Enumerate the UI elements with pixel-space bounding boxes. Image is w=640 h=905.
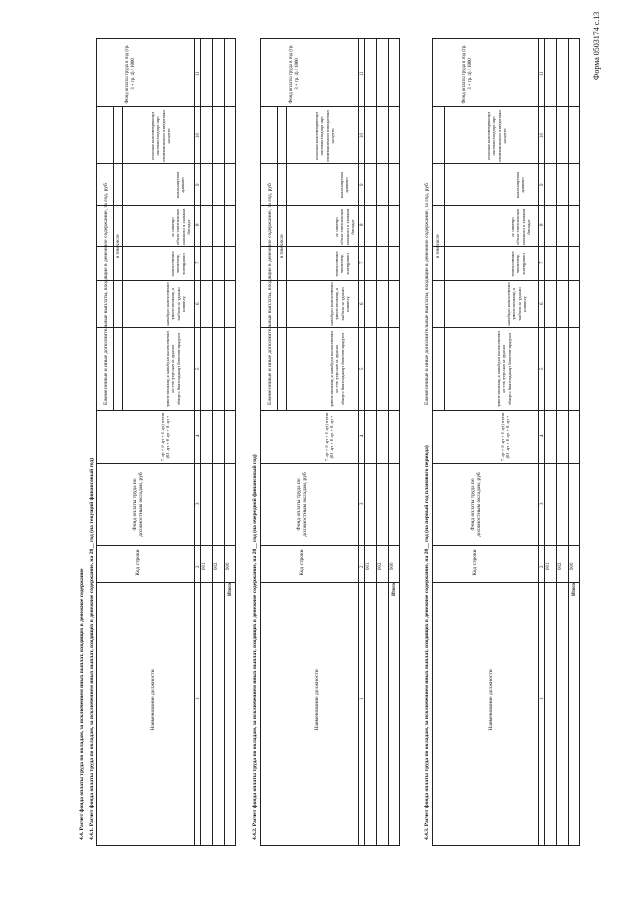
- col-total-1: всего (гр. 5 + гр. 6 + гр. 7 + гр. 8 + гр. 9 + гр. 10): [160, 412, 171, 462]
- col-position-1: Наименование должности: [150, 669, 156, 731]
- col-num-1-2: 2: [196, 565, 201, 568]
- row-code-3-2: 002: [558, 562, 563, 570]
- col-num-2-8: 8: [360, 223, 365, 226]
- col-num-3-3: 3: [540, 502, 545, 505]
- col-num-1-5: 5: [196, 367, 201, 370]
- col-num-1-11: 11: [196, 71, 201, 76]
- in-that-number-2: в том числе: [280, 234, 285, 258]
- col-fund-1: Фонд оплаты труда по должностным окладам, руб: [132, 472, 145, 537]
- col-num-3-9: 9: [540, 183, 545, 186]
- header-group-3: Ежемесячные и иные дополнительные выплаты, входящие в денежное содержание, за год, руб: [424, 183, 430, 405]
- col-c7-3: ежемесячное денежное поощрение: [510, 251, 526, 277]
- col-c5-2: ежемесячная надбавка к должностному окладу за выслугу лет на государственной гражданской службе: [329, 331, 345, 407]
- col-num-1-7: 7: [196, 261, 201, 264]
- col-num-1-10: 10: [196, 133, 201, 138]
- col-total-3: всего (гр. 5 + гр. 6 + гр. 7 + гр. 8 + гр. 9 + гр. 10): [500, 412, 511, 462]
- col-num-1-4: 4: [196, 434, 201, 437]
- col-num-3-2: 2: [540, 565, 545, 568]
- total-label-2: Итого: [392, 583, 397, 596]
- col-c8-1: премии за выполнение особо важных и сложных заданий: [170, 208, 192, 246]
- col-c11-2: Фонд оплаты труда в год (гр. 3 + гр. 4) / 1000: [289, 44, 300, 104]
- block-3-title: 4.4.3. Расчет фонда оплаты труда по окладам, за исключением иных выплат, входящих в денежное содержание, на 20__ год (на первый год планового периода): [424, 445, 430, 840]
- block-2-title: 4.4.2. Расчет фонда оплаты труда по окладам, за исключением иных выплат, входящих в денежное содержание, на 20__ год (на очередной финансовый год): [252, 454, 258, 840]
- col-c6-1: ежемесячная надбавка к должностному окладу за особые условия: [165, 282, 187, 326]
- row-code-1-2: 002: [214, 562, 219, 570]
- col-num-2-7: 7: [360, 261, 365, 264]
- in-that-number-1: в том числе: [116, 234, 121, 258]
- col-c10-1: единовременная выплата при предоставлении ежегодного оплачиваемого отпуска: [150, 110, 172, 162]
- row-code-2-2: 002: [378, 562, 383, 570]
- row-code-2-1: 001: [366, 562, 371, 570]
- col-fund-3: Фонд оплаты труда по должностным окладам, руб: [470, 472, 483, 537]
- col-num-3-8: 8: [540, 223, 545, 226]
- col-c11-3: Фонд оплаты труда в год (гр. 3 + гр. 4) / 1000: [462, 44, 473, 104]
- col-num-3-5: 5: [540, 367, 545, 370]
- col-c8-3: премии за выполнение особо важных и сложных заданий: [510, 208, 532, 246]
- col-num-2-1: 1: [360, 697, 365, 700]
- form-code: Форма 0503174 с.13: [592, 11, 601, 80]
- col-num-2-10: 10: [360, 133, 365, 138]
- col-num-2-3: 3: [360, 502, 365, 505]
- col-fund-2: Фонд оплаты труда по должностным окладам, руб: [296, 472, 309, 537]
- col-c11-1: Фонд оплаты труда в год (гр. 3 + гр. 4) / 1000: [125, 44, 136, 104]
- section-title: 4.4. Расчет фонда оплаты труда по окладам, за исключением иных выплат, входящих в денежное содержание: [79, 568, 85, 840]
- col-c5-1: ежемесячная надбавка к должностному окладу за выслугу лет на государственной гражданской службе: [165, 331, 181, 407]
- col-num-2-9: 9: [360, 183, 365, 186]
- col-num-1-9: 9: [196, 183, 201, 186]
- col-num-3-10: 10: [540, 133, 545, 138]
- col-c9-3: материальная помощь: [515, 171, 526, 199]
- col-c7-1: ежемесячное денежное поощрение: [170, 251, 186, 277]
- col-c6-3: ежемесячная надбавка к должностному окладу за особые условия: [506, 282, 528, 326]
- row-code-3-3: 900: [570, 562, 575, 570]
- col-num-2-4: 4: [360, 434, 365, 437]
- col-num-2-6: 6: [360, 302, 365, 305]
- col-num-3-6: 6: [540, 302, 545, 305]
- col-c9-2: материальная помощь: [339, 171, 350, 199]
- col-c8-2: премии за выполнение особо важных и сложных заданий: [334, 208, 356, 246]
- col-num-3-11: 11: [540, 71, 545, 76]
- col-c10-3: единовременная выплата при предоставлении ежегодного оплачиваемого отпуска: [486, 110, 508, 162]
- col-c10-2: единовременная выплата при предоставлении ежегодного оплачиваемого отпуска: [314, 110, 336, 162]
- col-num-2-5: 5: [360, 367, 365, 370]
- col-num-1-6: 6: [196, 302, 201, 305]
- total-label-1: Итого: [228, 583, 233, 596]
- col-num-3-7: 7: [540, 261, 545, 264]
- header-group-1: Ежемесячные и иные дополнительные выплаты, входящие в денежное содержание, за год, руб: [103, 183, 109, 405]
- in-that-number-3: в том числе: [436, 234, 441, 258]
- col-position-2: Наименование должности: [314, 669, 320, 731]
- col-c5-3: ежемесячная надбавка к должностному окладу за выслугу лет на государственной гражданской службе: [496, 331, 512, 407]
- row-code-2-3: 900: [390, 562, 395, 570]
- header-group-2: Ежемесячные и иные дополнительные выплаты, входящие в денежное содержание, за год, руб: [267, 183, 273, 405]
- col-num-1-1: 1: [196, 697, 201, 700]
- col-c6-2: ежемесячная надбавка к должностному окладу за особые условия: [329, 282, 351, 326]
- col-num-3-1: 1: [540, 697, 545, 700]
- row-code-1-1: 001: [202, 562, 207, 570]
- col-num-1-8: 8: [196, 223, 201, 226]
- col-c7-2: ежемесячное денежное поощрение: [334, 251, 350, 277]
- row-code-1-3: 900: [226, 562, 231, 570]
- total-label-3: Итого: [572, 583, 577, 596]
- col-num-2-2: 2: [360, 565, 365, 568]
- col-total-2: всего (гр. 5 + гр. 6 + гр. 7 + гр. 8 + гр. 9 + гр. 10): [324, 412, 335, 462]
- col-num-3-4: 4: [540, 434, 545, 437]
- col-code-2: Код строки: [299, 549, 305, 576]
- block-1-title: 4.4.1. Расчет фонда оплаты труда по окладам, за исключением иных выплат, входящих в денежное содержание, на 20__ год (на текущий финансовый год): [89, 457, 95, 840]
- col-num-1-3: 3: [196, 502, 201, 505]
- col-num-2-11: 11: [360, 71, 365, 76]
- col-code-3: Код строки: [472, 549, 478, 576]
- col-c9-1: материальная помощь: [175, 171, 186, 199]
- row-code-3-1: 001: [546, 562, 551, 570]
- col-position-3: Наименование должности: [488, 669, 494, 731]
- col-code-1: Код строки: [135, 549, 141, 576]
